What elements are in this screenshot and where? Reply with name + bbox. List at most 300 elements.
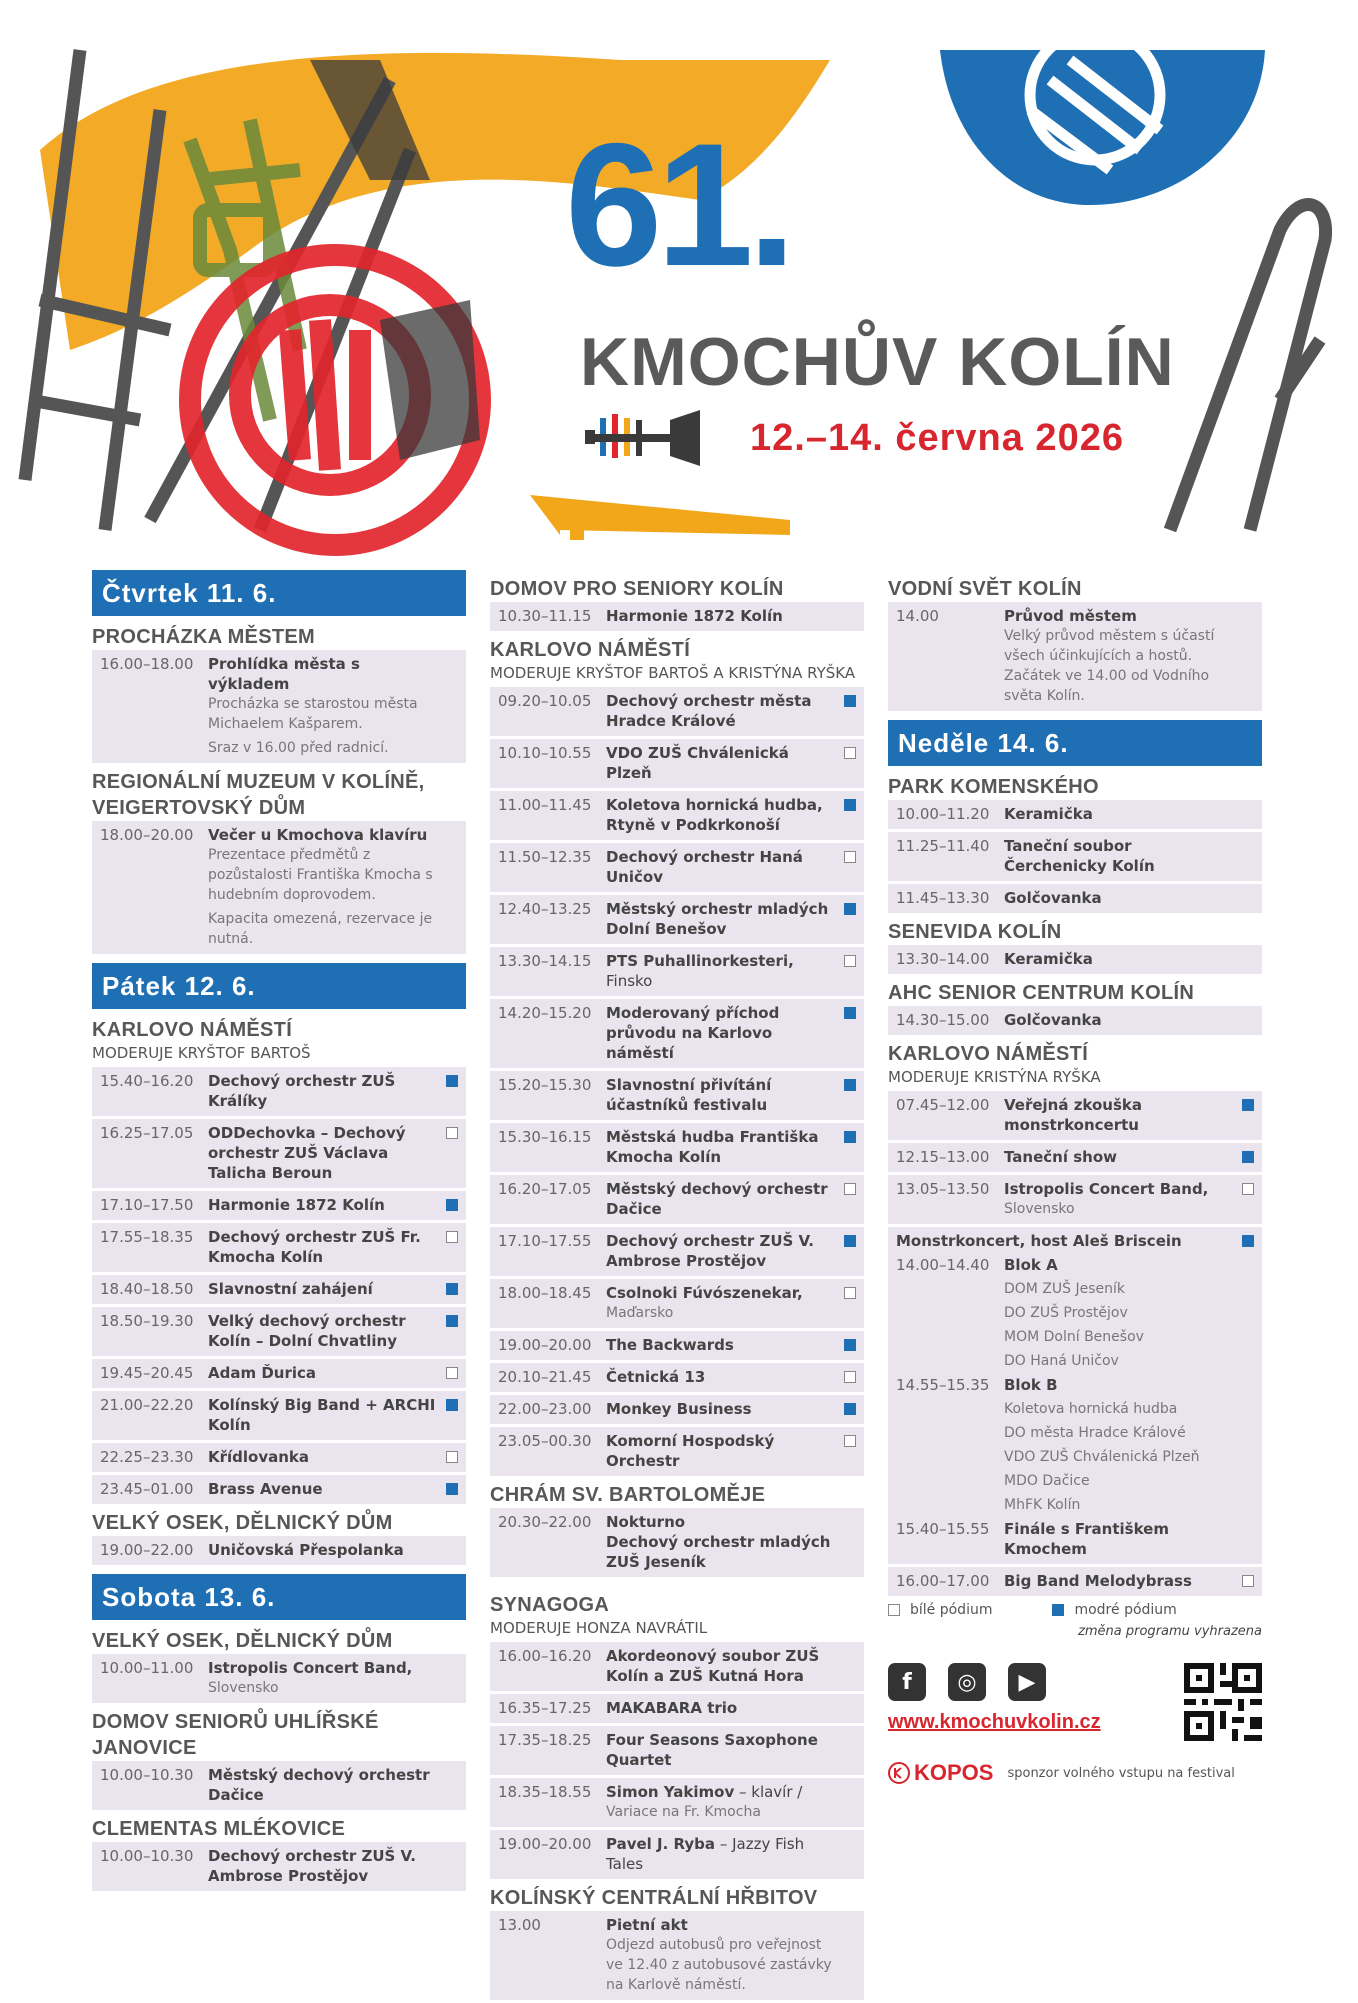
schedule-row [888, 1175, 1262, 1224]
program-change-note: změna programu vyhrazena [1078, 1624, 1262, 1639]
marker-square [844, 1287, 856, 1299]
event-note: Sraz v 16.00 před radnicí. [208, 740, 389, 756]
event-body [606, 1179, 838, 1219]
facebook-icon[interactable]: f [888, 1663, 926, 1701]
white-stage-marker [844, 951, 858, 991]
event-title: Akordeonový soubor ZUŠ Kolín a ZUŠ Kutná Hora [606, 1647, 820, 1685]
schedule-row [92, 1275, 466, 1304]
event-body [606, 606, 838, 626]
marker-square [1242, 1099, 1254, 1111]
blue-stage-marker [844, 795, 858, 835]
schedule-row [92, 1654, 466, 1703]
marker-square [844, 1131, 856, 1143]
event-body [1004, 1255, 1256, 1371]
blue-stage-marker [844, 1075, 858, 1115]
event-time: 16.20–17.05 [498, 1180, 592, 1198]
stage-marker-empty [844, 1782, 858, 1822]
stage-marker-empty [1242, 1010, 1256, 1030]
event-time: 14.20–15.20 [498, 1004, 592, 1022]
white-stage-marker [446, 1227, 460, 1267]
stage-marker-empty [446, 1846, 460, 1886]
stage-marker-empty [844, 1730, 858, 1770]
event-body [606, 1646, 838, 1686]
website-link[interactable]: www.kmochuvkolin.cz [888, 1711, 1101, 1733]
marker-square [1242, 1183, 1254, 1195]
schedule-row [92, 821, 466, 954]
event-time: 14.00–14.40 [896, 1256, 990, 1274]
event-body [606, 1512, 838, 1572]
event-title: Adam Ďurica [208, 1364, 317, 1382]
schedule-row [92, 1391, 466, 1440]
venue-heading: KARLOVO NÁMĚSTÍ [888, 1043, 1089, 1065]
edition-number: 61. [565, 108, 791, 303]
event-body [606, 1782, 838, 1822]
event-time: 13.30–14.00 [896, 950, 990, 968]
event-note: Variace na Fr. Kmocha [606, 1804, 761, 1820]
marker-square [446, 1367, 458, 1379]
event-title: Slavnostní zahájení [208, 1280, 373, 1298]
event-title: Taneční soubor Čerchenicky Kolín [1004, 837, 1155, 875]
stage-marker-empty [446, 1540, 460, 1560]
moderator-note: MODERUJE KRISTÝNA RYŠKA [888, 1068, 1101, 1086]
venue-heading: DOMOV SENIORŮ UHLÍŘSKÉ JANOVICE [92, 1711, 379, 1759]
event-title: Křídlovanka [208, 1448, 310, 1466]
venue-heading: VODNÍ SVĚT KOLÍN [888, 578, 1082, 600]
event-time: 18.00–18.45 [498, 1284, 592, 1302]
event-title: Harmonie 1872 Kolín [208, 1196, 385, 1214]
blue-stage-marker [1242, 1095, 1256, 1135]
white-stage-marker [446, 1123, 460, 1183]
moderator-note: MODERUJE KRYŠTOF BARTOŠ [92, 1044, 311, 1062]
event-title: Golčovanka [1004, 889, 1102, 907]
event-title: Komorní Hospodský Orchestr [606, 1432, 775, 1470]
block-ensemble: DO města Hradce Králové [1004, 1425, 1186, 1441]
event-title: Slavnostní přivítání účastníků festivalu [606, 1076, 772, 1114]
event-title: Keramička [1004, 805, 1093, 823]
blue-stage-marker [446, 1195, 460, 1215]
venue-heading: KARLOVO NÁMĚSTÍ [490, 639, 691, 661]
event-body [606, 691, 838, 731]
schedule-row [490, 1175, 864, 1224]
event-title: Blok A [1004, 1256, 1058, 1274]
event-subtitle: Dechový orchestr mladých ZUŠ Jeseník [606, 1533, 831, 1571]
event-body [1004, 1147, 1236, 1167]
event-title: Četnická 13 [606, 1368, 706, 1386]
schedule-row [92, 1223, 466, 1272]
event-body [606, 1335, 838, 1355]
event-note: Procházka se starostou města Michaelem Kašparem. [208, 696, 418, 732]
event-title: Brass Avenue [208, 1480, 323, 1498]
white-stage-marker [1242, 1571, 1256, 1591]
event-title: Dechový orchestr ZUŠ V. Ambrose Prostějov [606, 1232, 814, 1270]
schedule-row [888, 1567, 1262, 1596]
event-body [606, 1127, 838, 1167]
event-title: Monstrkoncert, host Aleš Briscein [896, 1232, 1182, 1250]
schedule-row [490, 1830, 864, 1879]
event-body [606, 1431, 838, 1471]
event-title: Nokturno [606, 1513, 686, 1531]
event-title: Uničovská Přespolanka [208, 1541, 404, 1559]
event-body [208, 1540, 440, 1560]
venue-heading: SYNAGOGA [490, 1594, 610, 1616]
schedule-row [888, 884, 1262, 913]
stage-marker-empty [844, 606, 858, 626]
marker-square [844, 1007, 856, 1019]
social-links [888, 1663, 1262, 1701]
sponsor-name: KOPOS [914, 1760, 994, 1785]
venue-heading: REGIONÁLNÍ MUZEUM V KOLÍNĚ, VEIGERTOVSKÝ DŮM [92, 771, 425, 819]
event-time: 23.45–01.00 [100, 1480, 194, 1498]
event-title: Pietní akt [606, 1916, 688, 1934]
schedule-row [490, 739, 864, 788]
event-time: 20.10–21.45 [498, 1368, 592, 1386]
event-title: Kolínský Big Band + ARCHI Kolín [208, 1396, 436, 1434]
marker-square [446, 1075, 458, 1087]
block-ensemble: MOM Dolní Benešov [1004, 1329, 1144, 1345]
event-time: 11.45–13.30 [896, 889, 990, 907]
blue-stage-marker [446, 1279, 460, 1299]
stage-marker-empty [844, 1512, 858, 1572]
marker-square [1242, 1575, 1254, 1587]
event-time: 21.00–22.20 [100, 1396, 194, 1414]
schedule-row [92, 1842, 466, 1891]
event-time: 15.30–16.15 [498, 1128, 592, 1146]
event-time: 15.20–15.30 [498, 1076, 592, 1094]
stage-marker-empty [446, 825, 460, 949]
venue-heading: SENEVIDA KOLÍN [888, 921, 1062, 943]
event-time: 19.00–20.00 [498, 1835, 592, 1853]
event-body [606, 1698, 838, 1718]
schedule-row [888, 945, 1262, 974]
event-body [606, 1283, 838, 1323]
schedule-row [490, 1227, 864, 1276]
event-note: Prezentace předmětů z pozůstalosti Františka Kmocha s hudebním doprovodem. [208, 847, 433, 903]
schedule-row [92, 650, 466, 763]
moderator-note: MODERUJE KRYŠTOF BARTOŠ A KRISTÝNA RYŠKA [490, 664, 856, 682]
marker-square [844, 1339, 856, 1351]
white-stage-marker [844, 743, 858, 783]
schedule-row [490, 1279, 864, 1328]
schedule-row [490, 1123, 864, 1172]
event-time: 10.30–11.15 [498, 607, 592, 625]
block-item [896, 1375, 1256, 1515]
stage-marker-empty [1242, 888, 1256, 908]
blue-stage-marker [844, 1231, 858, 1271]
blue-stage-marker [844, 691, 858, 731]
youtube-icon[interactable]: ▶ [1008, 1663, 1046, 1701]
white-stage-marker [844, 847, 858, 887]
schedule-row [888, 800, 1262, 829]
marker-square [446, 1199, 458, 1211]
event-time: 19.00–22.00 [100, 1541, 194, 1559]
day-header: Neděle 14. 6. [888, 720, 1262, 766]
event-title: Simon Yakimov – klavír / [606, 1783, 803, 1801]
festival-dates: 12.–14. června 2026 [750, 417, 1124, 459]
event-time: 13.00 [498, 1916, 541, 1934]
schedule-row [490, 947, 864, 996]
event-title: Harmonie 1872 Kolín [606, 607, 783, 625]
event-time: 18.00–20.00 [100, 826, 194, 844]
block-ensemble: MhFK Kolín [1004, 1497, 1081, 1513]
blue-stage-marker [844, 899, 858, 939]
venue-heading: VELKÝ OSEK, DĚLNICKÝ DŮM [92, 1630, 393, 1652]
marker-square [1242, 1151, 1254, 1163]
block-ensemble: VDO ZUŠ Chválenická Plzeň [1004, 1449, 1200, 1465]
marker-square [446, 1483, 458, 1495]
event-body [606, 1075, 838, 1115]
event-title: Průvod městem [1004, 607, 1137, 625]
event-time: 16.00–17.00 [896, 1572, 990, 1590]
event-time: 22.00–23.00 [498, 1400, 592, 1418]
event-note: Velký průvod městem s účastí všech účinkujících a hostů. Začátek ve 14.00 od Vodního světa Kolín. [1004, 628, 1215, 704]
event-body [1004, 606, 1236, 706]
festival-title: KMOCHŮV KOLÍN [580, 324, 1175, 400]
event-body [606, 1231, 838, 1271]
event-title: Moderovaný příchod průvodu na Karlovo náměstí [606, 1004, 780, 1062]
marker-square [844, 799, 856, 811]
venue-heading: PARK KOMENSKÉHO [888, 776, 1099, 798]
white-stage-marker [446, 1447, 460, 1467]
event-body [208, 1479, 440, 1499]
event-title: Městský dechový orchestr Dačice [606, 1180, 828, 1218]
schedule-row [92, 1119, 466, 1188]
white-stage-marker [844, 1283, 858, 1323]
event-body [606, 1399, 838, 1419]
marker-square [844, 1435, 856, 1447]
event-time: 16.00–18.00 [100, 655, 194, 673]
event-body [606, 899, 838, 939]
white-stage-marker [1242, 1179, 1256, 1219]
event-time: 15.40–16.20 [100, 1072, 194, 1090]
trumpets-logo-icon [585, 410, 700, 466]
event-time: 17.55–18.35 [100, 1228, 194, 1246]
event-title: Golčovanka [1004, 1011, 1102, 1029]
schedule-row [490, 791, 864, 840]
event-body [1004, 1375, 1256, 1515]
event-body [1004, 1179, 1236, 1219]
sponsor-line [888, 1760, 1262, 1786]
event-title: Prohlídka města s výkladem [208, 655, 360, 693]
stage-marker-empty [446, 654, 460, 758]
schedule-row [490, 602, 864, 631]
white-stage-marker [844, 1367, 858, 1387]
event-title: Dechový orchestr ZUŠ V. Ambrose Prostějov [208, 1847, 416, 1885]
event-title: VDO ZUŠ Chválenická Plzeň [606, 744, 789, 782]
event-title: Keramička [1004, 950, 1093, 968]
event-body [606, 795, 838, 835]
blue-stage-marker [844, 1399, 858, 1419]
event-body [208, 1279, 440, 1299]
event-time: 18.40–18.50 [100, 1280, 194, 1298]
schedule-column-1 [92, 570, 466, 1894]
sponsor-logo [888, 1760, 993, 1786]
event-time: 15.40–15.55 [896, 1520, 990, 1538]
schedule-row [490, 1071, 864, 1120]
venue-heading: KOLÍNSKÝ CENTRÁLNÍ HŘBITOV [490, 1887, 818, 1909]
event-time: 19.45–20.45 [100, 1364, 194, 1382]
day-header: Pátek 12. 6. [92, 963, 466, 1009]
stage-marker-empty [1242, 804, 1256, 824]
marker-square [844, 1183, 856, 1195]
marker-square [844, 1235, 856, 1247]
event-body [606, 1367, 838, 1387]
event-body [606, 1003, 838, 1063]
venue-heading: PROCHÁZKA MĚSTEM [92, 626, 315, 648]
event-title-extra: Finsko [606, 972, 653, 990]
schedule-row [490, 1694, 864, 1723]
event-time: 09.20–10.05 [498, 692, 592, 710]
event-title: MAKABARA trio [606, 1699, 738, 1717]
stage-marker-empty [1242, 836, 1256, 876]
stage-marker-empty [844, 1646, 858, 1686]
schedule-row [888, 1143, 1262, 1172]
event-time: 13.30–14.15 [498, 952, 592, 970]
venue-heading: CLEMENTAS MLÉKOVICE [92, 1818, 346, 1840]
marker-square [844, 1403, 856, 1415]
event-title: Big Band Melodybrass [1004, 1572, 1192, 1590]
event-time: 07.45–12.00 [896, 1096, 990, 1114]
event-title: The Backwards [606, 1336, 734, 1354]
marker-square [446, 1127, 458, 1139]
marker-square [446, 1399, 458, 1411]
schedule-row [92, 1443, 466, 1472]
event-title: ODDechovka – Dechový orchestr ZUŠ Václava Talicha Beroun [208, 1124, 406, 1182]
event-body [606, 1834, 838, 1874]
schedule-row [888, 832, 1262, 881]
schedule-row [490, 1508, 864, 1577]
event-body [1004, 1010, 1236, 1030]
event-title: Večer u Kmochova klavíru [208, 826, 428, 844]
block-ensemble: MDO Dačice [1004, 1473, 1090, 1489]
venue-heading: KARLOVO NÁMĚSTÍ [92, 1019, 293, 1041]
event-title: Městská hudba Františka Kmocha Kolín [606, 1128, 819, 1166]
event-body [208, 654, 440, 758]
event-time: 22.25–23.30 [100, 1448, 194, 1466]
event-body [1004, 1571, 1236, 1591]
stage-marker-empty [844, 1915, 858, 1995]
event-title: Four Seasons Saxophone Quartet [606, 1731, 818, 1769]
event-body [208, 1395, 440, 1435]
schedule-row [490, 1395, 864, 1424]
block-item [896, 1255, 1256, 1371]
stage-marker-empty [446, 1765, 460, 1805]
schedule-row [888, 602, 1262, 711]
kopos-logo-icon [888, 1762, 910, 1784]
event-body [1004, 888, 1236, 908]
event-time: 10.00–11.00 [100, 1659, 194, 1677]
sponsor-text: sponzor volného vstupu na festival [1007, 1765, 1235, 1781]
marker-square [446, 1231, 458, 1243]
event-body [1004, 804, 1236, 824]
marker-square [844, 1371, 856, 1383]
white-stage-marker [844, 1431, 858, 1471]
stage-legend [888, 1602, 1262, 1618]
venue-heading: VELKÝ OSEK, DĚLNICKÝ DŮM [92, 1512, 393, 1534]
schedule-row [92, 1307, 466, 1356]
event-note: Kapacita omezená, rezervace je nutná. [208, 911, 433, 947]
blue-stage-marker [446, 1395, 460, 1435]
event-body [1004, 836, 1236, 876]
schedule-row [92, 1067, 466, 1116]
event-title: Monkey Business [606, 1400, 752, 1418]
event-body [606, 1730, 838, 1770]
event-time: 16.25–17.05 [100, 1124, 194, 1142]
event-body [208, 825, 440, 949]
schedule-row [490, 1726, 864, 1775]
event-title: Veřejná zkouška monstrkoncertu [1004, 1096, 1143, 1134]
blue-stage-marker [1242, 1231, 1256, 1251]
event-time: 16.35–17.25 [498, 1699, 592, 1717]
event-note: Maďarsko [606, 1305, 674, 1321]
legend-blue-square [1052, 1604, 1064, 1616]
event-time: 17.35–18.25 [498, 1731, 592, 1749]
schedule-row [490, 999, 864, 1068]
event-title: PTS Puhallinorkesteri, Finsko [606, 952, 794, 990]
event-time: 12.40–13.25 [498, 900, 592, 918]
event-note: Odjezd autobusů pro veřejnost ve 12.40 z autobusové zastávky na Karlově náměstí. [606, 1937, 832, 1993]
event-title: Dechový orchestr Haná Uničov [606, 848, 803, 886]
stage-marker-empty [446, 1658, 460, 1698]
festival-header-artwork [0, 0, 1358, 560]
legend-blue-label: modré pódium [1074, 1602, 1177, 1618]
schedule-row [92, 1359, 466, 1388]
blue-stage-marker [446, 1071, 460, 1111]
schedule-column-2 [490, 570, 864, 2003]
marker-square [446, 1451, 458, 1463]
schedule-row [490, 687, 864, 736]
blue-stage-marker [446, 1311, 460, 1351]
event-time: 18.35–18.55 [498, 1783, 592, 1801]
event-time: 12.15–13.00 [896, 1148, 990, 1166]
marker-square [1242, 1235, 1254, 1247]
event-title: Csolnoki Fúvószenekar, [606, 1284, 803, 1302]
event-time: 10.10–10.55 [498, 744, 592, 762]
schedule-row [92, 1536, 466, 1565]
stage-marker-empty [1242, 949, 1256, 969]
schedule-row [888, 1006, 1262, 1035]
marker-square [844, 695, 856, 707]
blue-horn-illustration [940, 30, 1265, 205]
event-title: Městský orchestr mladých Dolní Benešov [606, 900, 829, 938]
event-title-extra: – Jazzy Fish Tales [606, 1835, 805, 1873]
event-body [1004, 1519, 1256, 1559]
event-title: Dechový orchestr ZUŠ Králíky [208, 1072, 396, 1110]
stage-marker-empty [844, 1834, 858, 1874]
venue-heading: AHC SENIOR CENTRUM KOLÍN [888, 982, 1195, 1004]
marker-square [844, 955, 856, 967]
event-title: Velký dechový orchestr Kolín – Dolní Chvatliny [208, 1312, 406, 1350]
event-title: Koletova hornická hudba, Rtyně v Podkrkonoší [606, 796, 823, 834]
white-stage-marker [844, 1179, 858, 1219]
blue-stage-marker [844, 1003, 858, 1063]
event-time: 14.00 [896, 607, 939, 625]
schedule-row [92, 1761, 466, 1810]
legend-white-label: bílé pódium [910, 1602, 993, 1618]
event-body [606, 743, 838, 783]
qr-code-icon [1184, 1663, 1262, 1741]
schedule-row [490, 1778, 864, 1827]
venue-heading: CHRÁM SV. BARTOLOMĚJE [490, 1484, 766, 1506]
event-time: 10.00–10.30 [100, 1847, 194, 1865]
event-time: 16.00–16.20 [498, 1647, 592, 1665]
block-ensemble: Koletova hornická hudba [1004, 1401, 1178, 1417]
event-time: 17.10–17.50 [100, 1196, 194, 1214]
event-body [208, 1227, 440, 1267]
event-title: Taneční show [1004, 1148, 1117, 1166]
marker-square [844, 1079, 856, 1091]
instagram-icon[interactable]: ◎ [948, 1663, 986, 1701]
event-time: 11.25–11.40 [896, 837, 990, 855]
